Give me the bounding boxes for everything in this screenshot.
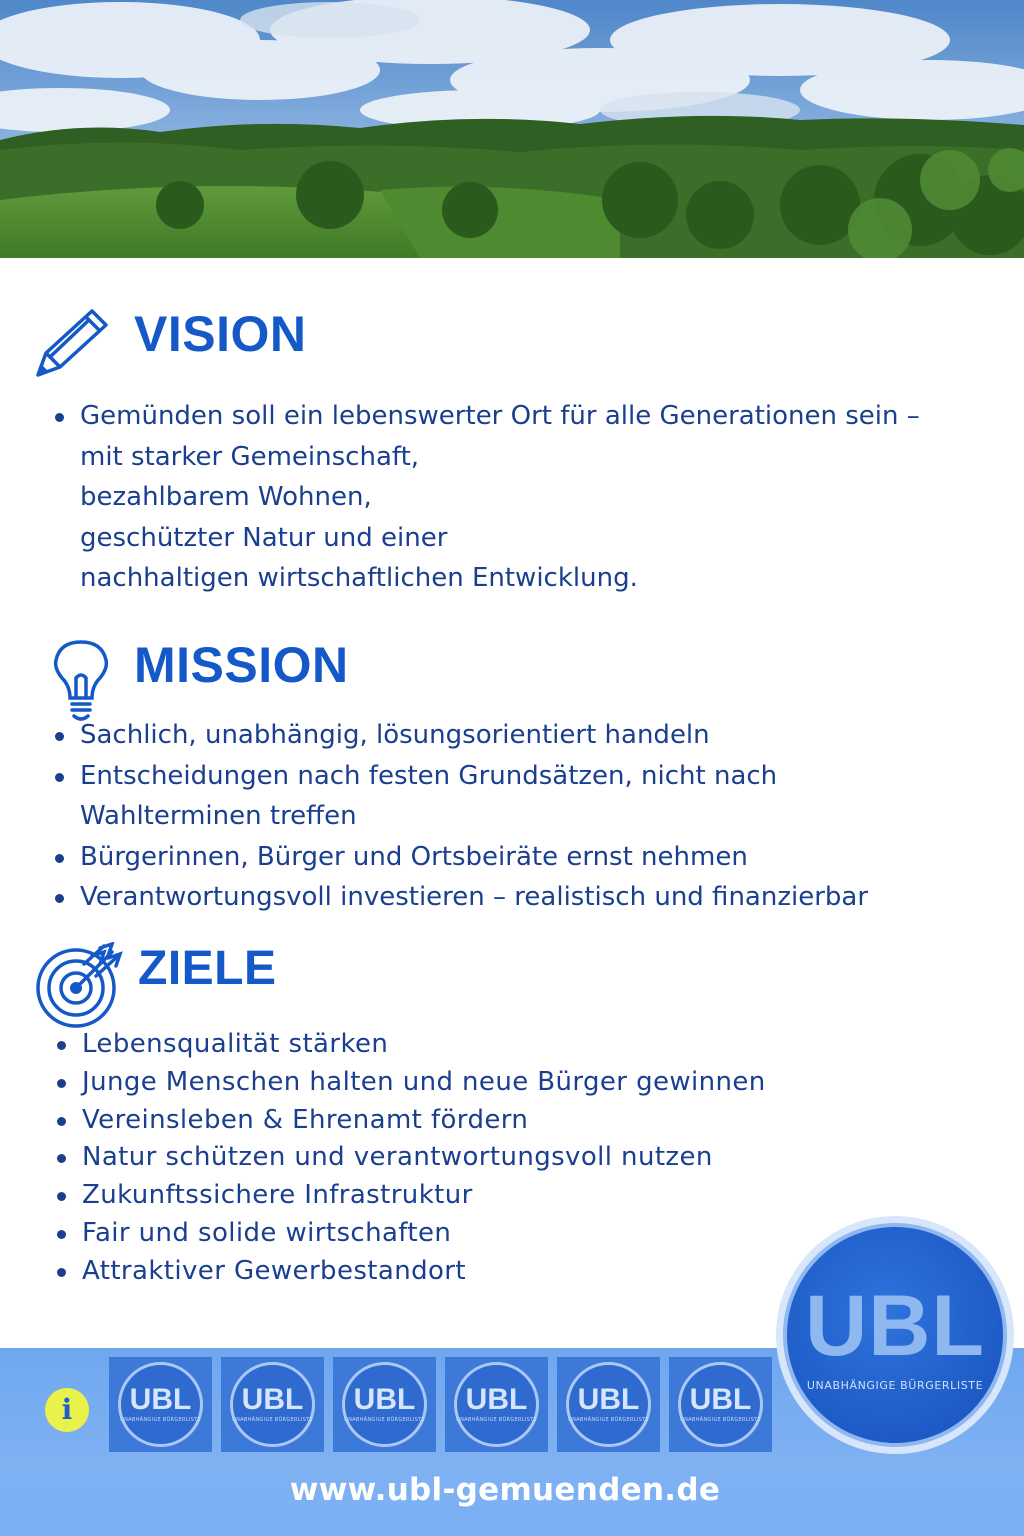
list-item: Bürgerinnen, Bürger und Ortsbeiräte ernst nehmen <box>80 837 980 878</box>
list-item: Junge Menschen halten und neue Bürger gewinnen <box>82 1064 766 1102</box>
ubl-logo-tagline: UNABHÄNGIGE BÜRGERLISTE <box>232 1417 313 1423</box>
list-item: Zukunftssichere Infrastruktur <box>82 1177 766 1215</box>
vision-line: geschützter Natur und einer <box>80 522 448 553</box>
list-item: Lebensqualität stärken <box>82 1026 766 1064</box>
ubl-logo-tile <box>109 1357 212 1452</box>
ubl-logo-tile <box>557 1357 660 1452</box>
vision-line: nachhaltigen wirtschaftlichen Entwicklung. <box>80 563 638 593</box>
pencil-icon <box>34 305 112 383</box>
mission-heading: MISSION <box>134 637 349 693</box>
logo-tile-strip <box>109 1357 772 1452</box>
vision-line: mit starker Gemeinschaft, <box>80 441 420 472</box>
vision-line: bezahlbarem Wohnen, <box>80 482 372 512</box>
ubl-logo-mark: UBL <box>465 1383 528 1416</box>
ubl-logo-mark: UBL <box>577 1383 640 1416</box>
ubl-logo-tagline: UNABHÄNGIGE BÜRGERLISTE <box>568 1417 649 1423</box>
ubl-logo-tagline: UNABHÄNGIGE BÜRGERLISTE <box>456 1417 537 1423</box>
ubl-logo-mark: UBL <box>353 1383 416 1416</box>
list-item <box>80 396 920 599</box>
vision-line: Gemünden soll ein lebenswerter Ort für alle Generationen sein – <box>80 401 920 431</box>
ubl-logo-tile <box>221 1357 324 1452</box>
ubl-logo-mark: UBL <box>689 1383 752 1416</box>
ubl-logo-tile <box>333 1357 436 1452</box>
ubl-logo-tagline: UNABHÄNGIGE BÜRGERLISTE <box>344 1417 425 1423</box>
ubl-logo-tagline: UNABHÄNGIGE BÜRGERLISTE <box>680 1417 761 1423</box>
ubl-logo-mark: UBL <box>129 1383 192 1416</box>
ubl-logo <box>776 1216 1014 1454</box>
ubl-logo-mark: UBL <box>805 1278 985 1374</box>
list-item: Attraktiver Gewerbestandort <box>82 1253 766 1291</box>
ubl-logo-tile <box>669 1357 772 1452</box>
info-icon[interactable]: i <box>45 1388 89 1432</box>
hero-landscape-image <box>0 0 1024 258</box>
mission-list <box>80 715 980 918</box>
vision-list <box>80 396 920 599</box>
list-item: Entscheidungen nach festen Grundsätzen, nicht nach Wahlterminen treffen <box>80 756 840 837</box>
website-link[interactable]: www.ubl-gemuenden.de <box>289 1472 721 1508</box>
ziele-heading: ZIELE <box>138 942 277 995</box>
ubl-logo-circle <box>783 1223 1007 1447</box>
list-item: Natur schützen und verantwortungsvoll nutzen <box>82 1139 766 1177</box>
list-item: Verantwortungsvoll investieren – realistisch und finanzierbar <box>80 877 980 918</box>
ubl-logo-tagline: UNABHÄNGIGE BÜRGERLISTE <box>806 1379 984 1392</box>
vision-heading: VISION <box>134 306 307 362</box>
list-item: Sachlich, unabhängig, lösungsorientiert handeln <box>80 715 980 756</box>
ubl-logo-mark: UBL <box>241 1383 304 1416</box>
target-icon <box>34 942 126 1034</box>
list-item: Vereinsleben & Ehrenamt fördern <box>82 1102 766 1140</box>
ubl-logo-tagline: UNABHÄNGIGE BÜRGERLISTE <box>120 1417 201 1423</box>
ziele-list <box>82 1026 766 1291</box>
list-item: Fair und solide wirtschaften <box>82 1215 766 1253</box>
ubl-logo-tile <box>445 1357 548 1452</box>
